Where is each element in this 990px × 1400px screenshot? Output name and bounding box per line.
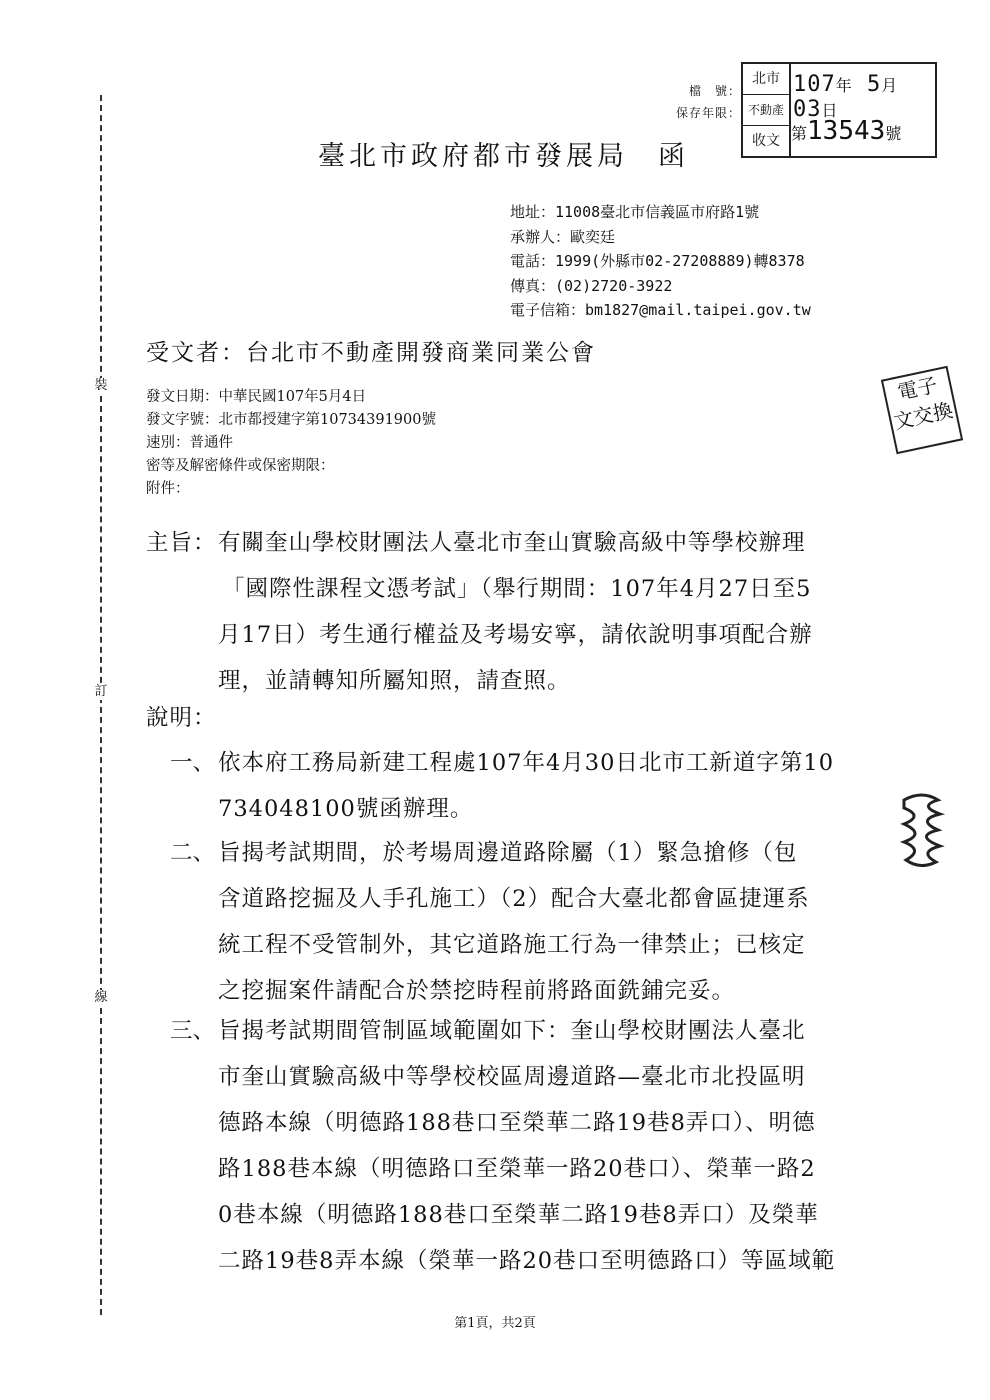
archive-labels [675,80,741,124]
document-type: 函 [658,141,689,172]
page-number: 第1頁，共2頁 [454,1316,536,1331]
binding-dashed-line [100,95,102,1315]
side-stamp-char-3: 交 [910,402,936,430]
explanation-label: 說明： [146,705,217,731]
stamp-month-unit: 月 [881,76,899,95]
document-meta [146,386,436,501]
subject-line: 理，並請轉知所屬知照，請查照。 [218,668,571,694]
stamp-cell-city: 北市 [743,64,789,95]
item-line: 旨揭考試期間管制區域範圍如下：奎山學校財團法人臺北 [218,1018,806,1044]
item-line: 市奎山實驗高級中等學校校區周邊道路—臺北市北投區明 [218,1064,806,1090]
stamp-cell-received: 收文 [752,133,780,149]
seal-mark [898,790,946,870]
contact-email: 電子信箱：bm1827@mail.taipei.gov.tw [510,301,811,319]
subject-label: 主旨： [146,530,217,556]
subject-line: 有關奎山學校財團法人臺北市奎山實驗高級中等學校辦理 [218,530,806,556]
contact-block [510,200,811,323]
retention-label: 保存年限： [675,106,741,120]
binding-label-bottom: 線 [92,990,110,1006]
stamp-cell-org: 不動產 [743,95,789,126]
stamp-no-value: 13543 [807,116,886,146]
file-no-label: 檔 號： [688,84,741,98]
stamp-year: 107 [793,72,836,97]
issue-number: 發文字號：北市都授建字第10734391900號 [146,412,436,428]
agency-name: 臺北市政府都市發展局 [318,141,628,172]
stamp-number [791,116,901,146]
stamp-year-unit: 年 [835,76,853,95]
e-exchange-stamp [881,366,963,454]
item-number: 一、 [170,750,216,776]
stamp-org-column [743,64,791,156]
explanation-item-2 [218,830,810,1014]
subject-line: 月17日）考生通行權益及考場安寧，請依說明事項配合辦 [218,622,813,648]
item-line: 二路19巷8弄本線（榮華一路20巷口至明德路口）等區域範 [218,1248,836,1274]
document-title [318,134,689,173]
item-line: 之挖掘案件請配合於禁挖時程前將路面銑鋪完妥。 [218,978,736,1004]
received-stamp [741,62,937,158]
binding-label-top: 裝 [92,378,110,394]
contact-fax: 傳真：(02)2720-3922 [510,276,673,295]
contact-handler: 承辦人：歐奕廷 [510,227,616,246]
binding-label-middle: 訂 [92,684,110,700]
item-line: 含道路挖掘及人手孔施工）（2）配合大臺北都會區捷運系 [218,886,810,912]
contact-address: 地址：11008臺北市信義區市府路1號 [510,203,760,221]
item-line: 統工程不受管制外，其它道路施工行為一律禁止；已核定 [218,932,806,958]
item-number: 三、 [170,1018,216,1044]
stamp-no-suffix: 號 [885,124,902,143]
recipient: 受文者：台北市不動產開發商業同業公會 [146,340,596,366]
item-line: 0巷本線（明德路188巷口至榮華二路19巷8弄口）及榮華 [218,1202,819,1228]
item-line: 734048100號函辦理。 [218,796,474,822]
stamp-no-prefix: 第 [791,124,808,143]
side-stamp-char-1: 電子 [895,372,940,405]
item-number: 二、 [170,840,216,866]
issue-date: 發文日期：中華民國107年5月4日 [146,389,367,405]
explanation-item-3 [218,1008,835,1284]
stamp-date [793,72,935,122]
secrecy: 密等及解密條件或保密期限： [146,458,335,474]
item-line: 德路本線（明德路188巷口至榮華二路19巷8弄口）、明德 [218,1110,816,1136]
stamp-day: 03 [793,97,822,122]
attachment: 附件： [146,481,190,497]
explanation-item-1 [218,740,834,832]
stamp-month: 5 [867,72,882,97]
subject-text [218,520,813,704]
contact-phone: 電話：1999(外縣市02-27208889)轉8378 [510,252,805,270]
side-stamp-char-2: 文 [891,406,916,434]
item-line: 旨揭考試期間，於考場周邊道路除屬（1）緊急搶修（包 [218,840,798,866]
item-line: 路188巷本線（明德路口至榮華一路20巷口）、榮華一路2 [218,1156,816,1182]
side-stamp-char-4: 換 [930,397,956,426]
subject-line: 「國際性課程文憑考試」（舉行期間：107年4月27日至5 [222,576,812,602]
speed-class: 速別：普通件 [146,435,233,451]
item-line: 依本府工務局新建工程處107年4月30日北市工新道字第10 [218,750,835,776]
stamp-day-unit: 日 [821,101,839,120]
